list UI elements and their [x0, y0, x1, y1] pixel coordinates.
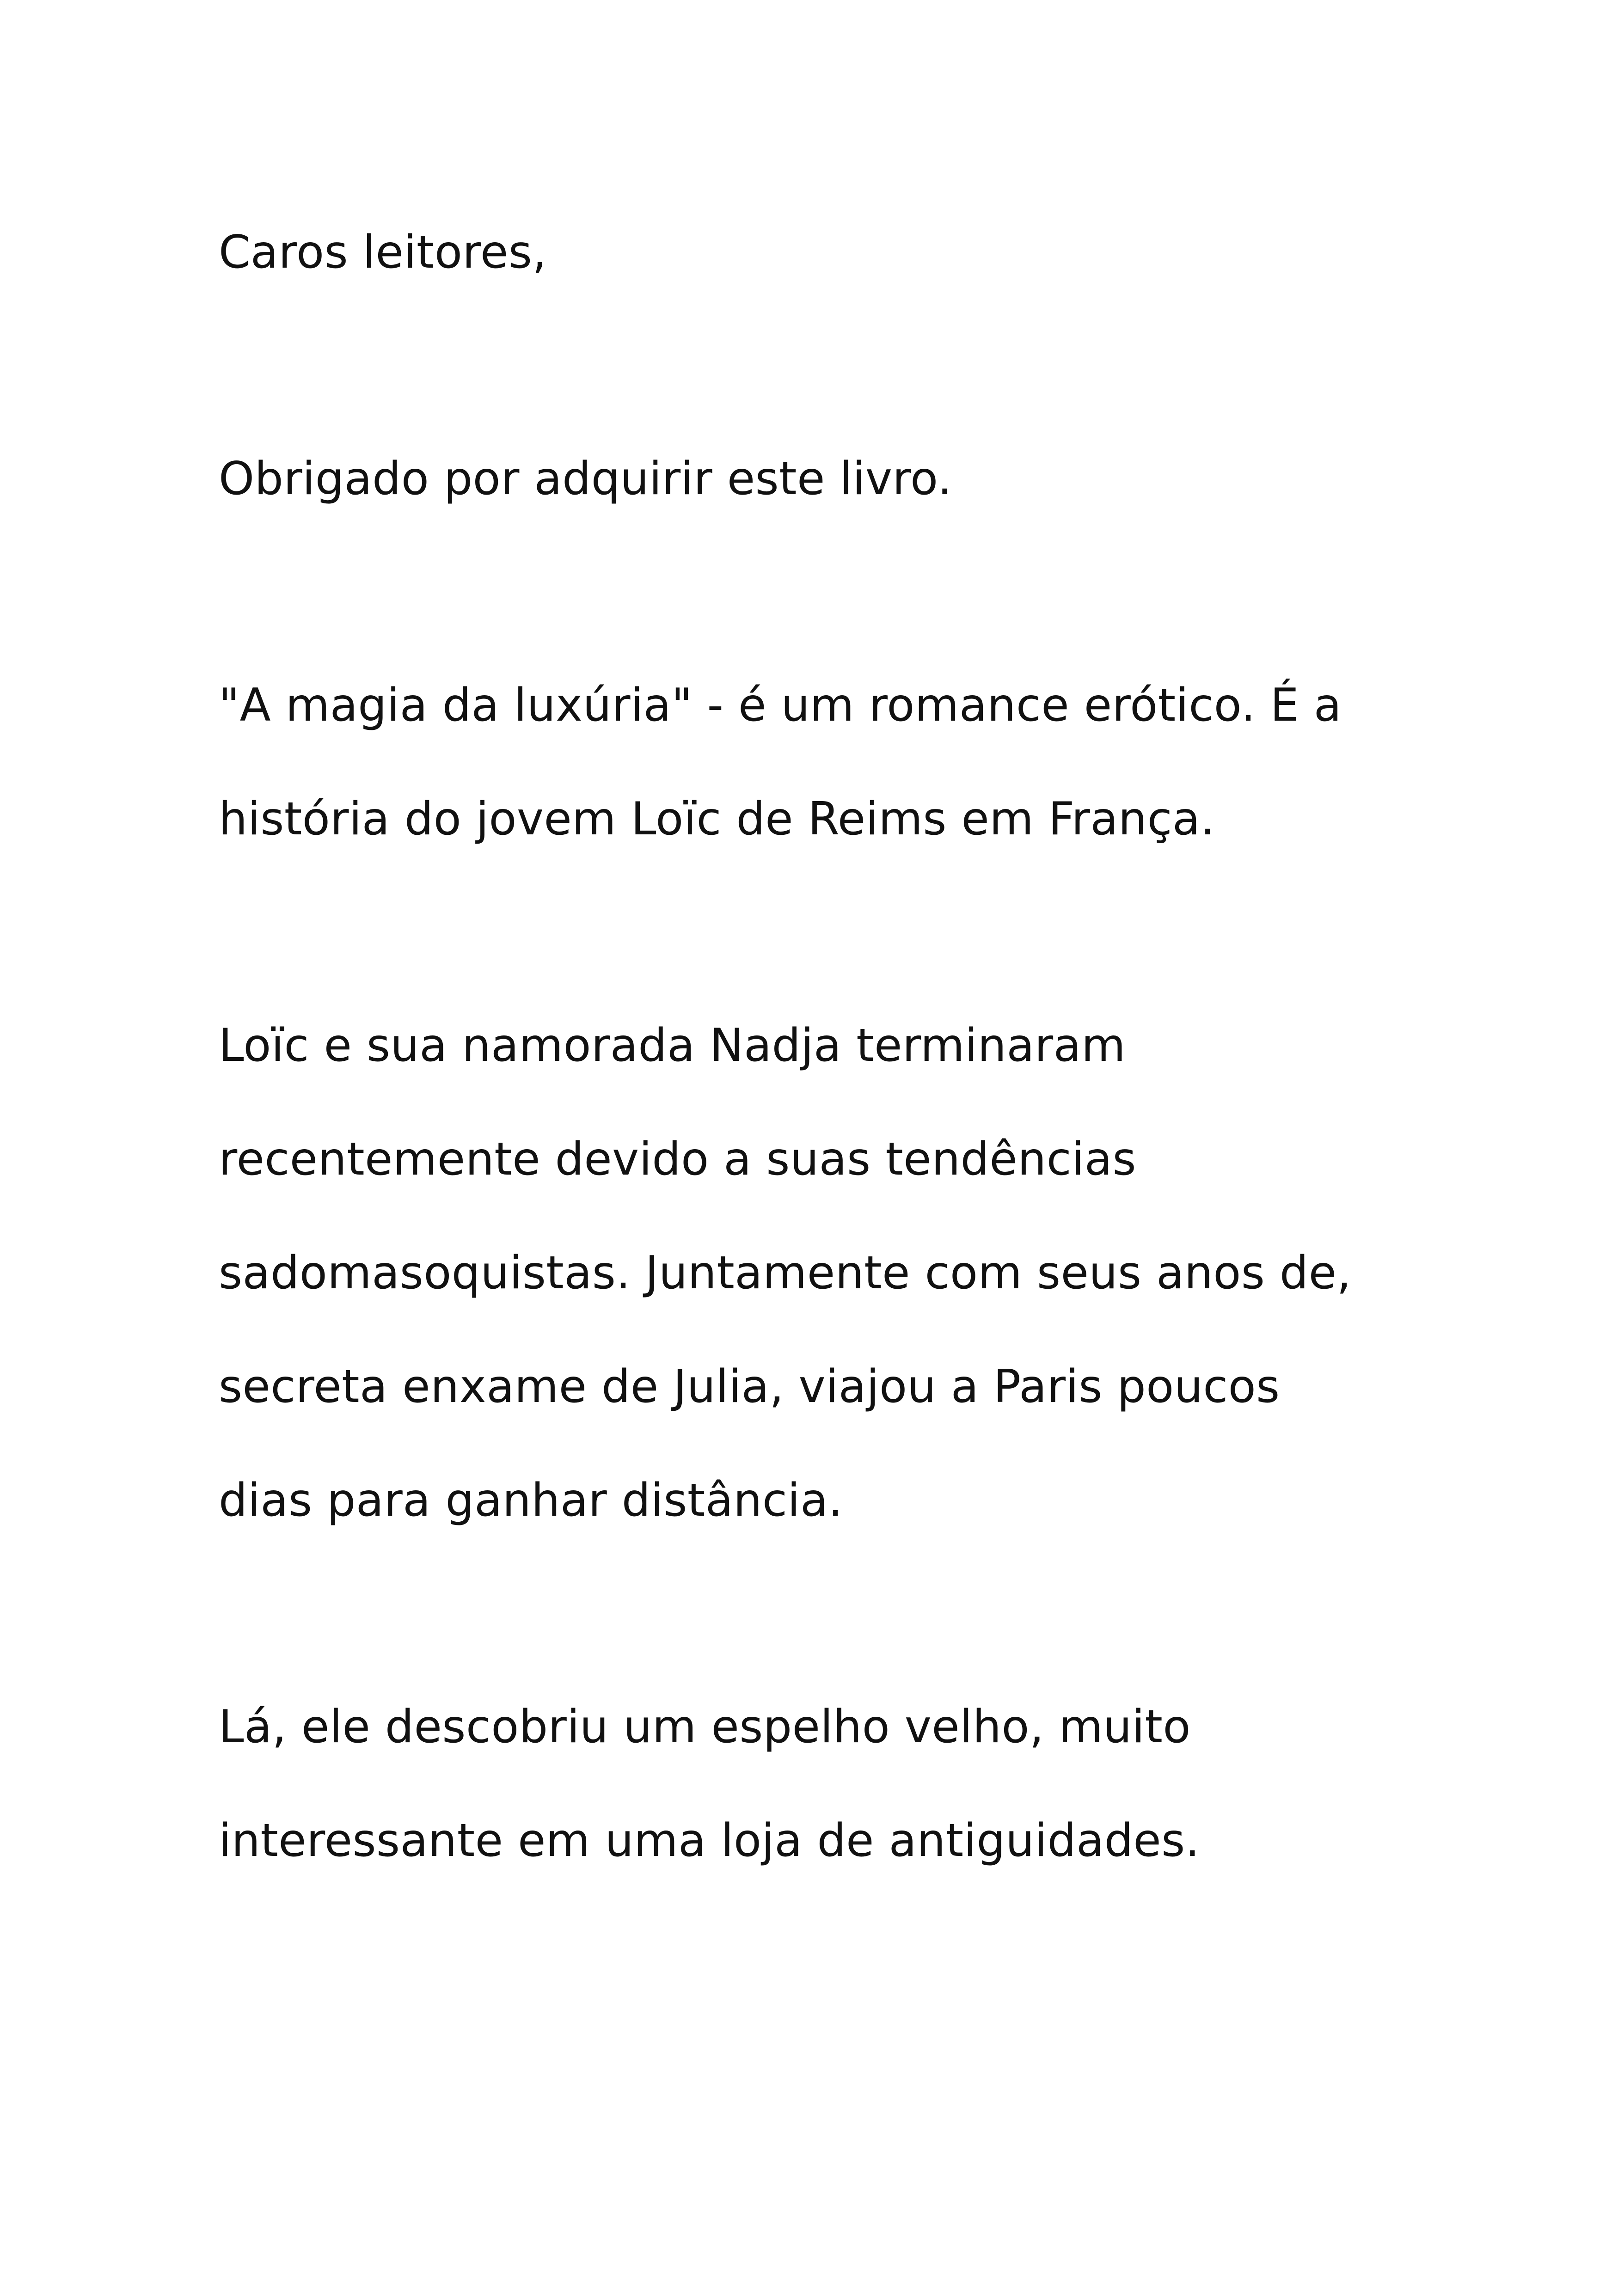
paragraph-2-line-1: "A magia da luxúria" - é um romance erótico. É a — [219, 679, 1342, 732]
paragraph-3-line-4: secreta enxame de Julia, viajou a Paris poucos — [219, 1360, 1280, 1413]
paragraph-1-line-1: Obrigado por adquirir este livro. — [219, 453, 952, 505]
paragraph-4-line-1: Lá, ele descobriu um espelho velho, muito — [219, 1701, 1191, 1753]
paragraph-3-line-1: Loïc e sua namorada Nadja terminaram — [219, 1019, 1126, 1072]
paragraph-2-line-2: história do jovem Loïc de Reims em França. — [219, 793, 1215, 845]
paragraph-4-line-2: interessante em uma loja de antiguidades. — [219, 1814, 1200, 1867]
paragraph-3-line-2: recentemente devido a suas tendências — [219, 1133, 1137, 1186]
greeting: Caros leitores, — [219, 226, 547, 279]
paragraph-3-line-3: sadomasoquistas. Juntamente com seus anos de, — [219, 1247, 1352, 1299]
paragraph-3-line-5: dias para ganhar distância. — [219, 1474, 843, 1527]
